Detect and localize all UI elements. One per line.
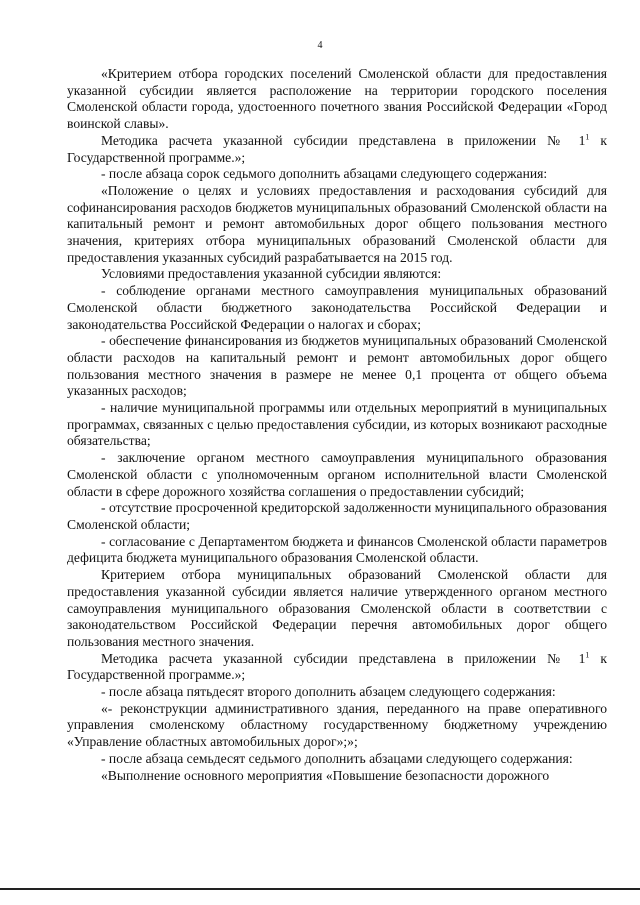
- bottom-rule: [0, 888, 640, 890]
- paragraph-condition-4: - заключение органом местного самоуправления муниципального образования Смоленской области с уполномоченным органом исполнительной власти Смоленской области в сфере дорожного хозяйства соглашения о предоставлении субсидий;: [67, 450, 607, 499]
- paragraph-criteria-city: «Критерием отбора городских поселений Смоленской области для предоставления указанной субсидии является расположение на территории городского поселения Смоленской области города, удостоенного почетного звания Российской Федерации «Город воинской славы».: [67, 66, 607, 132]
- paragraph-amendment-77: - после абзаца семьдесят седьмого дополнить абзацами следующего содержания:: [101, 750, 573, 766]
- method-text: Методика расчета указанной субсидии представлена в приложении № 1: [101, 132, 586, 148]
- paragraph-condition-1: - соблюдение органами местного самоуправления муниципальных образований Смоленской области бюджетного законодательства Российской Федерации и законодательства Российской Федерации о налогах и сборах;: [67, 283, 607, 332]
- method-text-end: к Государственной программе.»;: [67, 132, 607, 165]
- paragraph-condition-2: - обеспечение финансирования из бюджетов муниципальных образований Смоленской области расходов на капитальный ремонт и ремонт автомобильных дорог общего пользования местного значения в размере не менее 0,1 процента от общего объема указанных расходов;: [67, 333, 607, 399]
- paragraph-regulation: «Положение о целях и условиях предоставления и расходования субсидий для софинансирования расходов бюджетов муниципальных образований Смоленской области на капитальный ремонт и ремонт автомобильных дорог общего пользования местного значения, критериях отбора муниципальных образований Смоленской области для предоставления указанных субсидий разрабатывается на 2015 год.: [67, 182, 607, 265]
- superscript: 1: [585, 650, 590, 660]
- paragraph-condition-6: - согласование с Департаментом бюджета и финансов Смоленской области параметров дефицита бюджета муниципального образования Смоленской области.: [67, 533, 607, 566]
- paragraph-method-reference-2: [67, 651, 607, 684]
- superscript: 1: [585, 132, 590, 142]
- paragraph-criteria-municipal: Критерием отбора муниципальных образований Смоленской области для предоставления указанной субсидии является наличие утвержденного органом местного самоуправления муниципального образования Смоленской области в соответствии с законодательством Российской Федерации перечня автомобильных дорог общего пользования местного значения.: [67, 567, 607, 649]
- paragraph-reconstruction: «- реконструкции административного здания, переданного на праве оперативного управления смоленскому областному государственному бюджетному учреждению «Управление областных автомобильных дорог»;»;: [67, 700, 607, 750]
- paragraph-amendment-52: - после абзаца пятьдесят второго дополнить абзацем следующего содержания:: [101, 684, 556, 700]
- method-text: Методика расчета указанной субсидии представлена в приложении № 1: [101, 650, 586, 666]
- paragraph-condition-5: - отсутствие просроченной кредиторской задолженности муниципального образования Смоленской области;: [67, 500, 607, 532]
- method-text-end: к Государственной программе.»;: [67, 650, 607, 683]
- paragraph-method-reference-1: [67, 133, 607, 166]
- document-body: [67, 66, 607, 784]
- paragraph-main-activity: «Выполнение основного мероприятия «Повышение безопасности дорожного: [101, 767, 550, 783]
- paragraph-condition-3: - наличие муниципальной программы или отдельных мероприятий в муниципальных программах, связанных с целью предоставления субсидии, из которых возникают расходные обязательства;: [67, 400, 607, 449]
- paragraph-amendment-47: - после абзаца сорок седьмого дополнить абзацами следующего содержания:: [101, 166, 548, 182]
- page-number: 4: [317, 40, 323, 51]
- paragraph-conditions-heading: Условиями предоставления указанной субсидии являются:: [101, 266, 442, 282]
